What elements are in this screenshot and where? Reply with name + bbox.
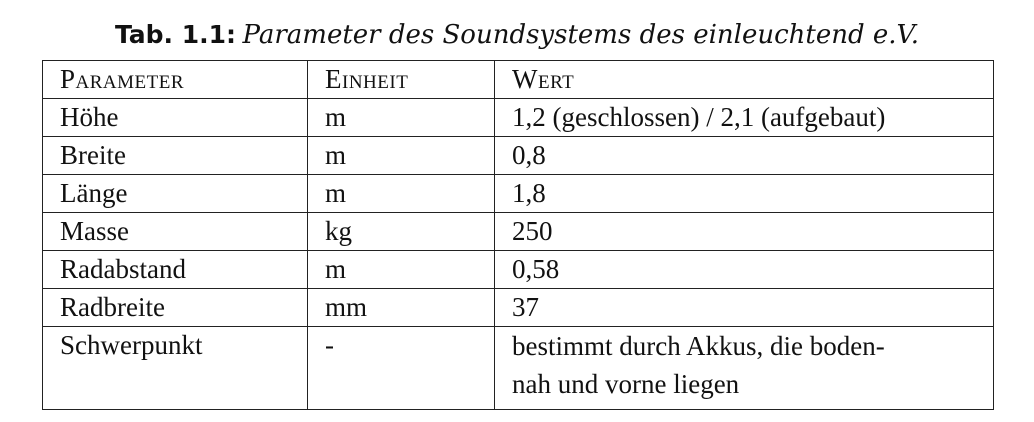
cell-value: 0,8 xyxy=(495,137,994,175)
table-row xyxy=(43,327,994,410)
value-line-2: nah und vorne liegen xyxy=(512,369,740,399)
cell-parameter: Masse xyxy=(43,213,308,251)
header-einheit: Einheit xyxy=(308,61,495,99)
cell-value: 1,8 xyxy=(495,175,994,213)
cell-unit: m xyxy=(308,251,495,289)
header-parameter: Parameter xyxy=(43,61,308,99)
table-row xyxy=(43,175,994,213)
cell-value: 1,2 (geschlossen) / 2,1 (aufgebaut) xyxy=(495,99,994,137)
cell-unit: kg xyxy=(308,213,495,251)
cell-parameter: Höhe xyxy=(43,99,308,137)
cell-value: 250 xyxy=(495,213,994,251)
caption-text: Parameter des Soundsystems des einleuchtend e.V. xyxy=(242,20,920,50)
cell-unit: m xyxy=(308,137,495,175)
table-caption xyxy=(0,18,1034,52)
table-row xyxy=(43,213,994,251)
cell-parameter: Breite xyxy=(43,137,308,175)
value-line-1: bestimmt durch Akkus, die boden- xyxy=(512,331,885,361)
cell-parameter: Schwerpunkt xyxy=(43,327,308,410)
parameter-table xyxy=(42,60,994,410)
cell-parameter: Länge xyxy=(43,175,308,213)
cell-parameter: Radabstand xyxy=(43,251,308,289)
cell-value: 37 xyxy=(495,289,994,327)
cell-unit: m xyxy=(308,99,495,137)
cell-value xyxy=(495,327,994,410)
table-row xyxy=(43,289,994,327)
cell-unit: mm xyxy=(308,289,495,327)
cell-value: 0,58 xyxy=(495,251,994,289)
cell-unit: - xyxy=(308,327,495,410)
caption-label: Tab. 1.1: xyxy=(114,20,237,49)
header-wert: Wert xyxy=(495,61,994,99)
cell-parameter: Radbreite xyxy=(43,289,308,327)
cell-unit: m xyxy=(308,175,495,213)
table-row xyxy=(43,251,994,289)
table-row xyxy=(43,137,994,175)
table-header-row xyxy=(43,61,994,99)
table-row xyxy=(43,99,994,137)
